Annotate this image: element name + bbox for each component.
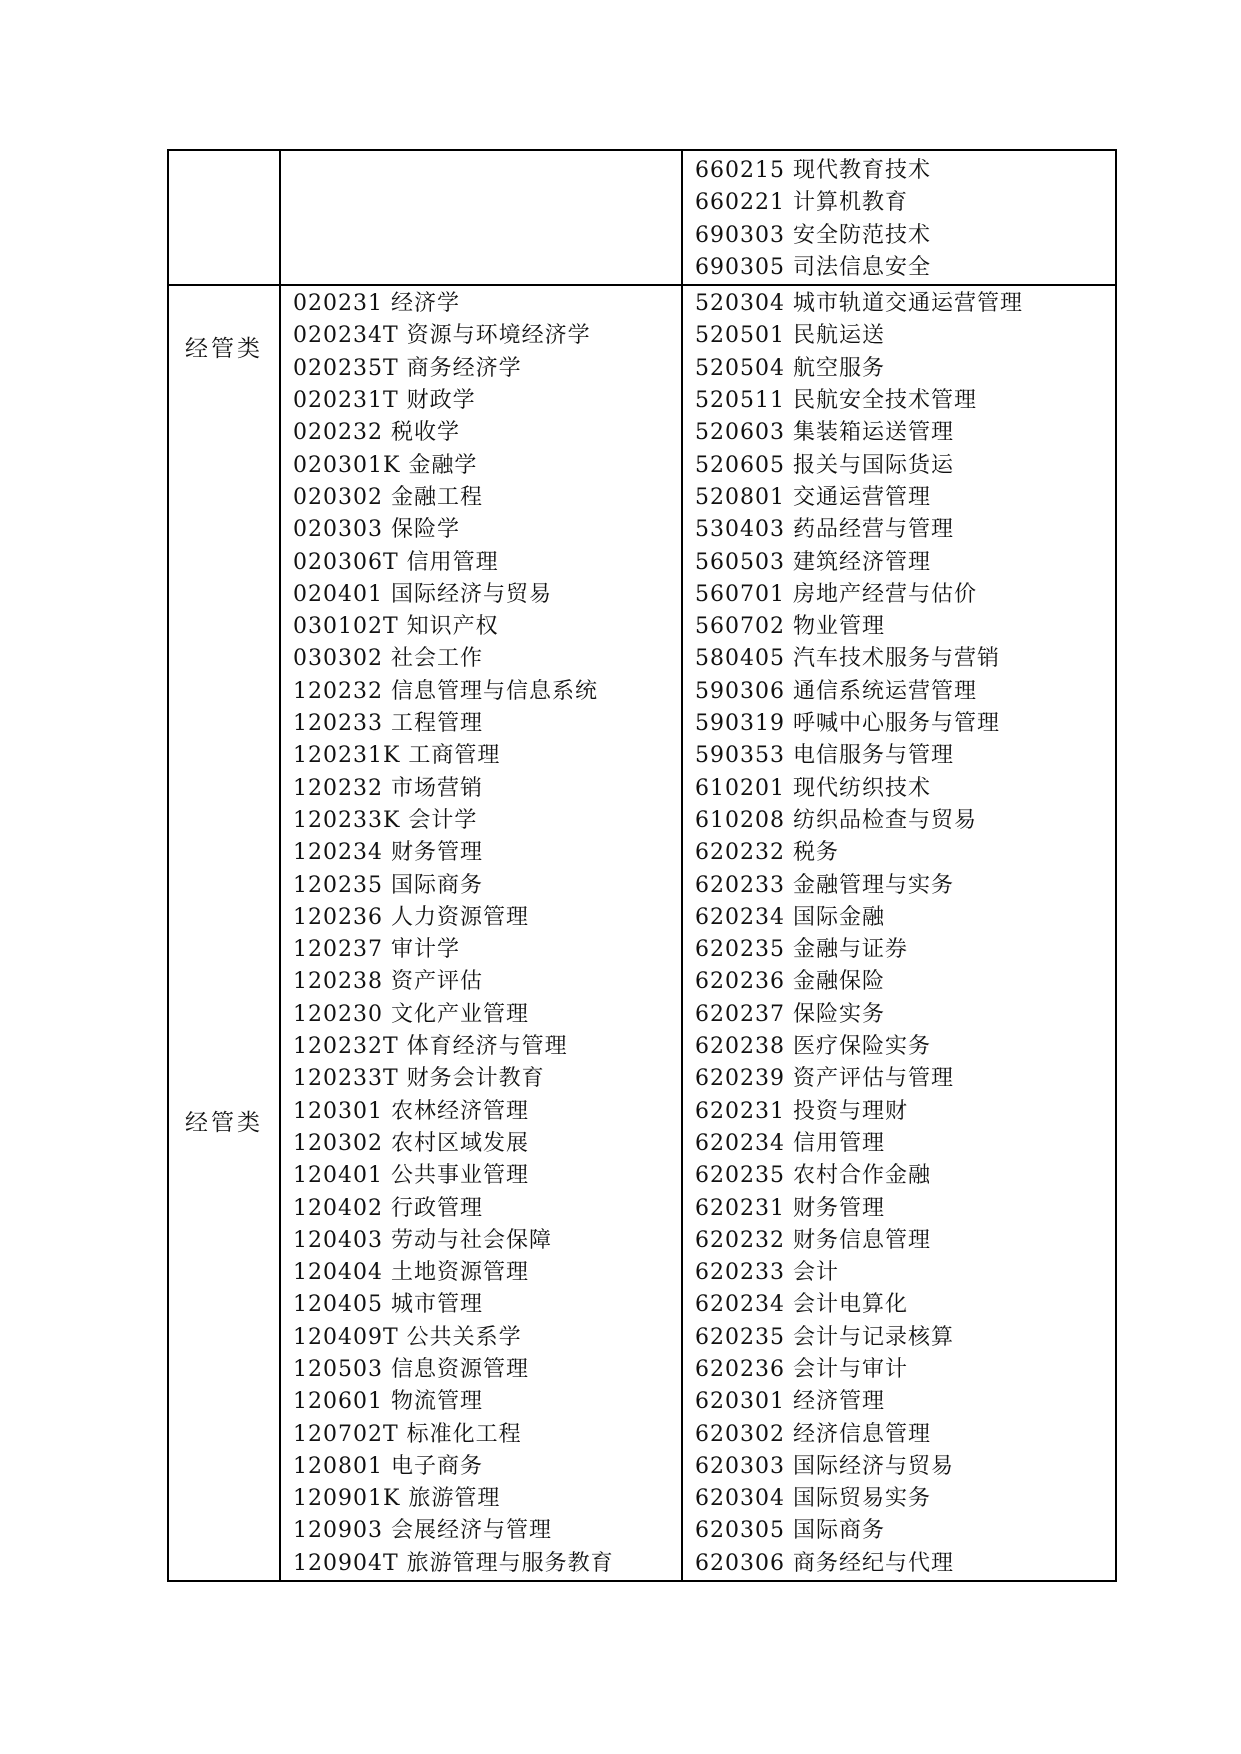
major-item: 580405 汽车技术服务与营销 bbox=[695, 646, 1000, 672]
undergrad-major-list bbox=[281, 286, 681, 1580]
table-row bbox=[168, 285, 1116, 1581]
major-item: 120601 物流管理 bbox=[293, 1389, 483, 1415]
major-item: 520501 民航运送 bbox=[695, 323, 885, 349]
major-item: 520801 交通运营管理 bbox=[695, 484, 931, 510]
major-item: 120503 信息资源管理 bbox=[293, 1356, 529, 1382]
major-item: 020232 税收学 bbox=[293, 420, 460, 446]
major-item: 620236 金融保险 bbox=[695, 969, 885, 995]
major-item: 620305 国际商务 bbox=[695, 1518, 885, 1544]
category-label: 经管类 bbox=[185, 336, 263, 363]
category-cell bbox=[168, 285, 280, 1581]
major-item: 620236 会计与审计 bbox=[695, 1356, 908, 1382]
major-item: 120402 行政管理 bbox=[293, 1195, 483, 1221]
major-item: 020303 保险学 bbox=[293, 517, 460, 543]
major-item: 020302 金融工程 bbox=[293, 484, 483, 510]
vocational-cell-top bbox=[682, 150, 1116, 285]
major-item: 690305 司法信息安全 bbox=[695, 254, 931, 280]
major-item: 120301 农林经济管理 bbox=[293, 1098, 529, 1124]
major-item: 620302 经济信息管理 bbox=[695, 1421, 931, 1447]
major-item: 560503 建筑经济管理 bbox=[695, 549, 931, 575]
major-item: 620232 税务 bbox=[695, 840, 839, 866]
major-item: 620301 经济管理 bbox=[695, 1389, 885, 1415]
major-item: 520511 民航安全技术管理 bbox=[695, 388, 977, 414]
major-item: 120801 电子商务 bbox=[293, 1453, 483, 1479]
major-item: 560702 物业管理 bbox=[695, 614, 885, 640]
major-item: 120238 资产评估 bbox=[293, 969, 483, 995]
major-item: 520603 集装箱运送管理 bbox=[695, 420, 954, 446]
major-item: 120702T 标准化工程 bbox=[293, 1421, 522, 1447]
major-item: 590306 通信系统运营管理 bbox=[695, 678, 977, 704]
major-item: 620234 信用管理 bbox=[695, 1130, 885, 1156]
undergrad-cell bbox=[280, 285, 682, 1581]
major-item: 620237 保险实务 bbox=[695, 1001, 885, 1027]
vocational-cell bbox=[682, 285, 1116, 1581]
major-item: 120232 市场营销 bbox=[293, 775, 483, 801]
major-item: 120232 信息管理与信息系统 bbox=[293, 678, 598, 704]
major-item: 620231 财务管理 bbox=[695, 1195, 885, 1221]
major-item: 020401 国际经济与贸易 bbox=[293, 581, 552, 607]
major-item: 620304 国际贸易实务 bbox=[695, 1486, 931, 1512]
major-item: 120901K 旅游管理 bbox=[293, 1486, 501, 1512]
major-item: 690303 安全防范技术 bbox=[695, 222, 931, 248]
major-item: 620239 资产评估与管理 bbox=[695, 1066, 954, 1092]
major-item: 620306 商务经纪与代理 bbox=[695, 1550, 954, 1576]
category-cell-empty bbox=[168, 150, 280, 285]
major-item: 660215 现代教育技术 bbox=[695, 158, 931, 183]
major-item: 120234 财务管理 bbox=[293, 840, 483, 866]
major-item: 120233T 财务会计教育 bbox=[293, 1066, 545, 1092]
major-item: 120233 工程管理 bbox=[293, 711, 483, 737]
major-item: 020301K 金融学 bbox=[293, 452, 478, 478]
major-item: 590319 呼喊中心服务与管理 bbox=[695, 711, 1000, 737]
major-item: 120403 劳动与社会保障 bbox=[293, 1227, 552, 1253]
major-item: 610208 纺织品检查与贸易 bbox=[695, 807, 977, 833]
major-item: 120903 会展经济与管理 bbox=[293, 1518, 552, 1544]
major-item: 620238 医疗保险实务 bbox=[695, 1034, 931, 1060]
major-item: 120231K 工商管理 bbox=[293, 743, 501, 769]
major-item: 620235 金融与证券 bbox=[695, 937, 908, 963]
major-item: 020306T 信用管理 bbox=[293, 549, 499, 575]
table-row bbox=[168, 150, 1116, 285]
major-item: 020231 经济学 bbox=[293, 291, 460, 317]
major-item: 120232T 体育经济与管理 bbox=[293, 1034, 568, 1060]
major-item: 560701 房地产经营与估价 bbox=[695, 581, 977, 607]
major-item: 120404 土地资源管理 bbox=[293, 1260, 529, 1286]
major-item: 530403 药品经营与管理 bbox=[695, 517, 954, 543]
major-item: 120409T 公共关系学 bbox=[293, 1324, 522, 1350]
vocational-major-list-top bbox=[683, 151, 1115, 284]
major-item: 020234T 资源与环境经济学 bbox=[293, 323, 591, 349]
major-item: 520304 城市轨道交通运营管理 bbox=[695, 291, 1023, 317]
major-item: 620231 投资与理财 bbox=[695, 1098, 908, 1124]
major-item: 620233 会计 bbox=[695, 1260, 839, 1286]
major-item: 520605 报关与国际货运 bbox=[695, 452, 954, 478]
major-item: 620235 会计与记录核算 bbox=[695, 1324, 954, 1350]
major-item: 620234 国际金融 bbox=[695, 904, 885, 930]
major-item: 120235 国际商务 bbox=[293, 872, 483, 898]
major-item: 120405 城市管理 bbox=[293, 1292, 483, 1318]
undergrad-cell-empty bbox=[280, 150, 682, 285]
major-item: 120904T 旅游管理与服务教育 bbox=[293, 1550, 614, 1576]
category-label: 经管类 bbox=[185, 1110, 263, 1137]
major-item: 660221 计算机教育 bbox=[695, 190, 908, 216]
major-item: 020231T 财政学 bbox=[293, 388, 476, 414]
major-item: 610201 现代纺织技术 bbox=[695, 775, 931, 801]
major-item: 590353 电信服务与管理 bbox=[695, 743, 954, 769]
major-item: 620234 会计电算化 bbox=[695, 1292, 908, 1318]
major-item: 020235T 商务经济学 bbox=[293, 355, 522, 381]
major-item: 620303 国际经济与贸易 bbox=[695, 1453, 954, 1479]
major-item: 030302 社会工作 bbox=[293, 646, 483, 672]
major-item: 520504 航空服务 bbox=[695, 355, 885, 381]
major-item: 120236 人力资源管理 bbox=[293, 904, 529, 930]
major-item: 620235 农村合作金融 bbox=[695, 1163, 931, 1189]
major-item: 620233 金融管理与实务 bbox=[695, 872, 954, 898]
major-item: 620232 财务信息管理 bbox=[695, 1227, 931, 1253]
major-item: 120233K 会计学 bbox=[293, 807, 478, 833]
major-item: 120237 审计学 bbox=[293, 937, 460, 963]
major-item: 120230 文化产业管理 bbox=[293, 1001, 529, 1027]
major-table bbox=[167, 149, 1117, 1582]
major-item: 120401 公共事业管理 bbox=[293, 1163, 529, 1189]
vocational-major-list bbox=[683, 286, 1115, 1580]
major-item: 030102T 知识产权 bbox=[293, 614, 499, 640]
major-item: 120302 农村区域发展 bbox=[293, 1130, 529, 1156]
